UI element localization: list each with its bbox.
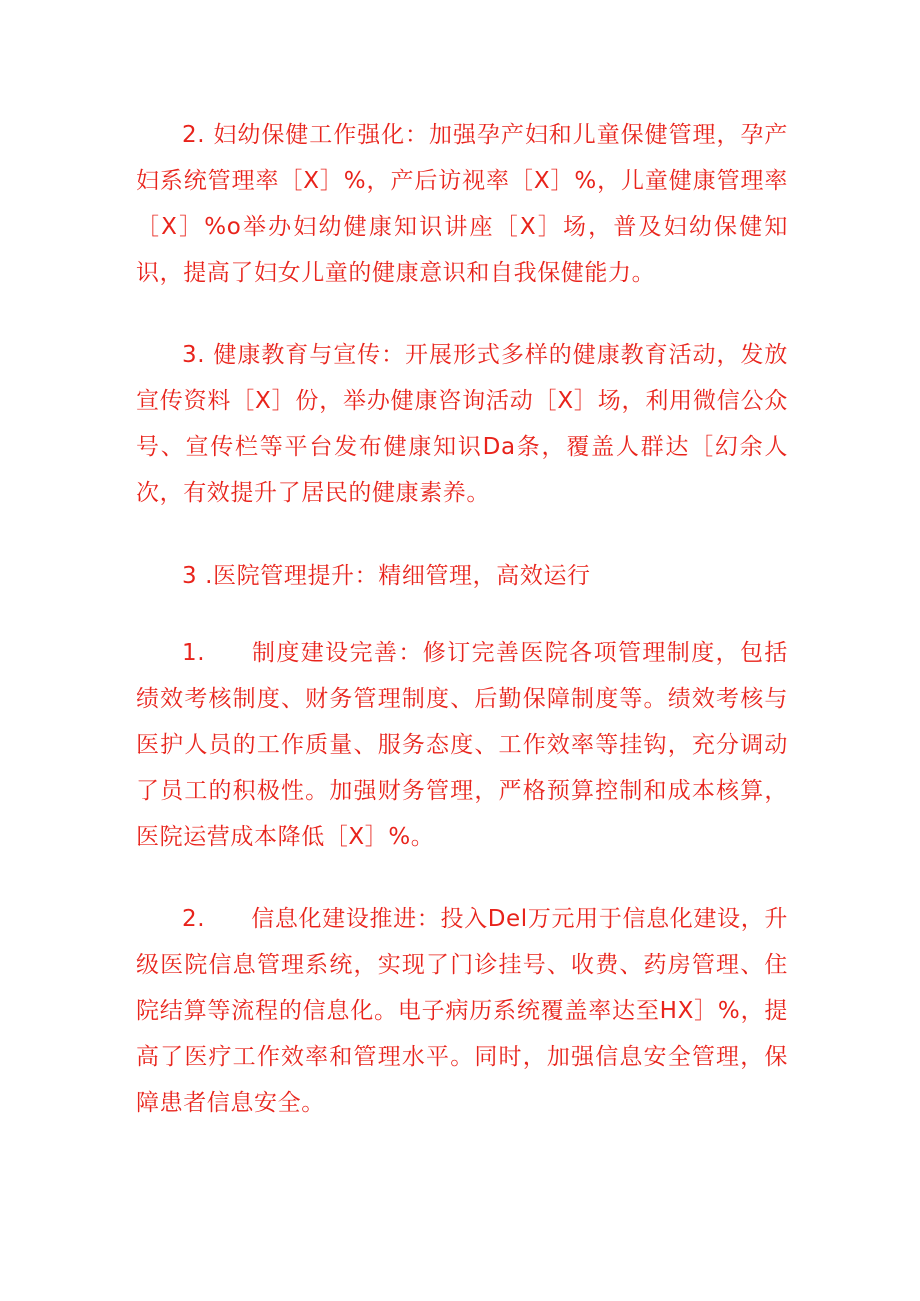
paragraph-system-construction (136, 630, 788, 860)
list-number-2: 2. (182, 906, 206, 932)
list-number-1: 1. (182, 640, 206, 666)
paragraph-system-construction-text: 制度建设完善：修订完善医院各项管理制度，包括绩效考核制度、财务管理制度、后勤保障制度等。绩效考核与医护人员的工作质量、服务态度、工作效率等挂钩，充分调动了员工的积极性。加强财务管理，严格预算控制和成本核算，医院运营成本降低［X］%。 (136, 640, 788, 850)
paragraph-informatization (136, 896, 788, 1126)
paragraph-health-education: 3. 健康教育与宣传：开展形式多样的健康教育活动，发放宣传资料［X］份，举办健康咨询活动［X］场，利用微信公众号、宣传栏等平台发布健康知识Da条，覆盖人群达［幻余人次，有效提升了居民的健康素养。 (136, 342, 788, 506)
section-heading-hospital-management: 3 .医院管理提升：精细管理，高效运行 (182, 563, 591, 589)
paragraph-maternal-child-health: 2. 妇幼保健工作强化：加强孕产妇和儿童保健管理，孕产妇系统管理率［X］%，产后访视率［X］%，儿童健康管理率［X］%o举办妇幼健康知识讲座［X］场，普及妇幼保健知识，提高了妇女儿童的健康意识和自我保健能力。 (136, 122, 788, 286)
paragraph-informatization-text: 信息化建设推进：投入Del万元用于信息化建设，升级医院信息管理系统，实现了门诊挂号、收费、药房管理、住院结算等流程的信息化。电子病历系统覆盖率达至HX］%，提高了医疗工作效率和管理水平。同时，加强信息安全管理，保障患者信息安全。 (136, 906, 788, 1116)
